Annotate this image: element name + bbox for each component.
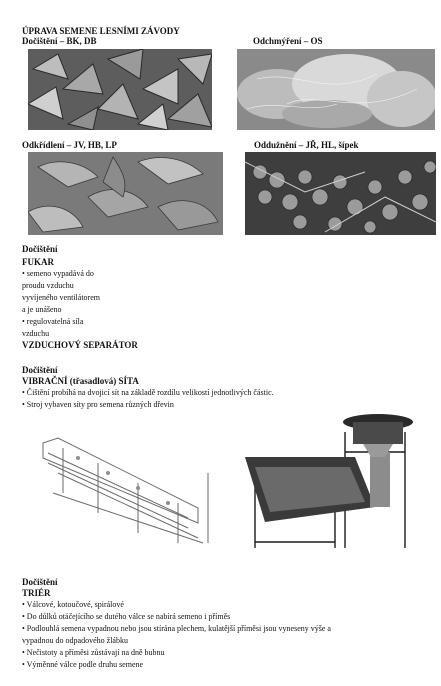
rowan-berries-photo <box>245 152 436 235</box>
odkridleni-caption: Odkřídlení – JV, HB, LP <box>22 140 117 150</box>
sita-line-2: • Stroj vybaven síty pro semena různých dřevin <box>22 400 174 409</box>
trier-heading: Dočištění <box>22 577 58 587</box>
poplar-fluff-photo <box>237 49 435 130</box>
fukar-subheading: FUKAR <box>22 257 54 267</box>
sieve-machine-photo <box>235 412 425 548</box>
fukar-line-1: • semeno vypadává do <box>22 269 94 278</box>
odchmyreni-caption: Odchmýření – OS <box>253 36 323 46</box>
page-title: ÚPRAVA SEMENE LESNÍMI ZÁVODY <box>22 26 180 36</box>
trier-line-5: • Nečistoty a příměsi zůstávají na dně bubnu <box>22 648 165 657</box>
oddruzneni-caption: Oddužnění – JŘ, HL, šípek <box>254 140 359 150</box>
fukar-heading: Dočištění <box>22 244 58 254</box>
sita-subheading: VIBRAČNÍ (třasadlová) SÍTA <box>22 376 139 386</box>
fukar-line-3: vyvíjeného ventilátorem <box>22 293 100 302</box>
trier-line-4: vypadnou do odpadového žlábku <box>22 636 128 645</box>
fukar-line-4: a je unášeno <box>22 305 62 314</box>
fukar-line-2: proudu vzduchu <box>22 281 74 290</box>
separator-heading: VZDUCHOVÝ SEPARÁTOR <box>22 340 138 350</box>
trier-line-3: • Podlouhlá semena vypadnou nebo jsou stírána plechem, kulatější příměsi jsou vyneseny výše a <box>22 624 331 633</box>
trier-line-6: • Výměnné válce podle druhu semene <box>22 660 144 669</box>
trier-line-2: • Do důlků otáčejícího se dutého válce se nabírá semeno i příměs <box>22 612 231 621</box>
fukar-line-6: vzduchu <box>22 329 50 338</box>
vibrating-sieve-drawing <box>38 433 216 547</box>
trier-subheading: TRIÉR <box>22 588 51 598</box>
sita-line-1: • Čištění probíhá na dvojicí sít na základě rozdílu velikostí jednotlivých částic. <box>22 388 274 397</box>
trier-line-1: • Válcové, kotoučové, spirálové <box>22 600 124 609</box>
fukar-line-5: • regulovatelná síla <box>22 317 84 326</box>
docisteni-caption: Dočištění – BK, DB <box>22 36 97 46</box>
sita-heading: Dočištění <box>22 365 58 375</box>
beech-seeds-photo <box>28 49 212 130</box>
maple-samaras-photo <box>28 152 223 235</box>
